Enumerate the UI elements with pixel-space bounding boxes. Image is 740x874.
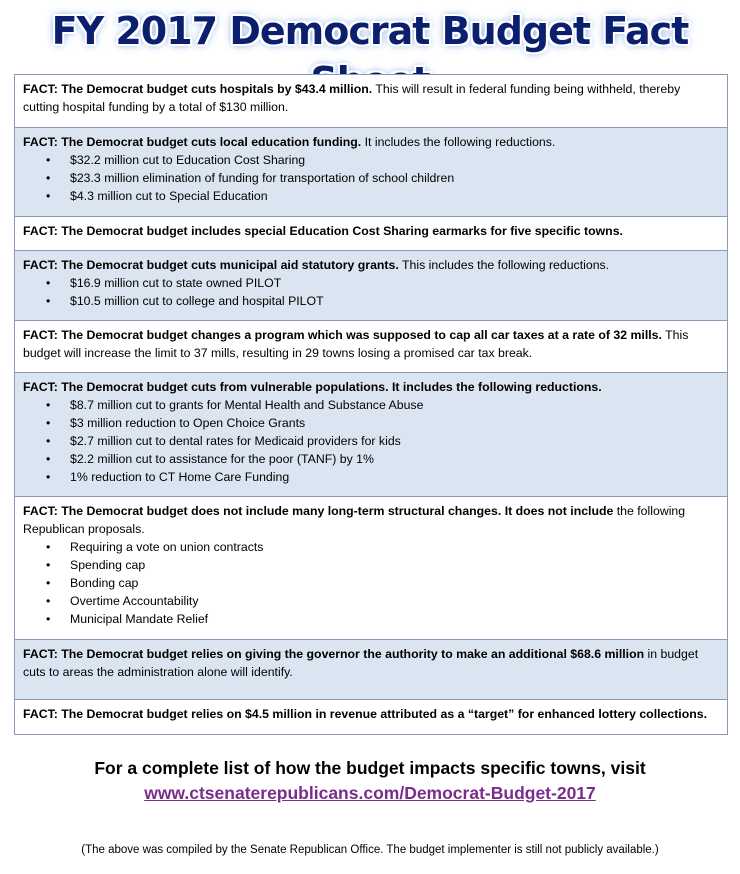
fact-earmarks [15, 217, 727, 251]
footer-link[interactable]: www.ctsenaterepublicans.com/Democrat-Budget-2017 [144, 783, 596, 803]
list-item: • $2.2 million cut to assistance for the poor (TANF) by 1% [70, 450, 719, 468]
fact-text: This includes the following reductions. [398, 258, 610, 272]
list-item: • Overtime Accountability [70, 592, 719, 610]
bullet-list [23, 151, 719, 205]
list-item: • Spending cap [70, 556, 719, 574]
list-item: • $8.7 million cut to grants for Mental Health and Substance Abuse [70, 396, 719, 414]
bullet-list [23, 396, 719, 486]
list-item: • $23.3 million elimination of funding for transportation of school children [70, 169, 719, 187]
fact-municipal-aid [15, 251, 727, 321]
fact-text: It includes the following reductions. [361, 135, 556, 149]
footer-heading: For a complete list of how the budget impacts specific towns, visit [94, 758, 646, 778]
fact-structural-changes [15, 497, 727, 640]
page-title: FY 2017 Democrat Budget Fact [51, 9, 689, 53]
bullet-list [23, 538, 719, 628]
fact-lead: FACT: The Democrat budget relies on giving the governor the authority to make an additional $68.6 million [23, 647, 645, 661]
footer-note: (The above was compiled by the Senate Republican Office. The budget implementer is still not publicly available.) [81, 844, 659, 856]
list-item: • $2.7 million cut to dental rates for Medicaid providers for kids [70, 432, 719, 450]
list-item: • $3 million reduction to Open Choice Grants [70, 414, 719, 432]
fact-text: This budget will increase the limit to 37 mills, resulting in 29 towns losing a promised car tax break. [23, 328, 689, 360]
fact-lead: FACT: The Democrat budget includes special Education Cost Sharing earmarks for five specific towns. [23, 224, 623, 238]
list-item: • Municipal Mandate Relief [70, 610, 719, 628]
fact-list [14, 74, 728, 735]
fact-lead: FACT: The Democrat budget cuts local education funding. [23, 135, 362, 149]
fact-education [15, 128, 727, 217]
fact-lead: FACT: The Democrat budget changes a program which was supposed to cap all car taxes at a rate of 32 mills. [23, 328, 662, 342]
fact-car-tax [15, 321, 727, 373]
fact-governor-authority [15, 640, 727, 700]
fact-lead: FACT: The Democrat budget does not include many long-term structural changes. It does not include [23, 504, 614, 518]
fact-lead: FACT: The Democrat budget relies on $4.5 million in revenue attributed as a “target” for enhanced lottery collections. [23, 707, 707, 721]
fact-text: in budget cuts to areas the administration alone will identify. [23, 647, 699, 679]
fact-lead: FACT: The Democrat budget cuts municipal aid statutory grants. [23, 258, 399, 272]
fact-lead: FACT: The Democrat budget cuts from vulnerable populations. It includes the following reductions. [23, 380, 602, 394]
bullet-list [23, 274, 719, 310]
fact-hospitals [15, 75, 727, 128]
fact-lottery [15, 700, 727, 734]
list-item: • Bonding cap [70, 574, 719, 592]
fact-vulnerable-populations [15, 373, 727, 497]
fact-text: This will result in federal funding being withheld, thereby cutting hospital funding by a total of $130 million. [23, 82, 681, 114]
list-item: • $4.3 million cut to Special Education [70, 187, 719, 205]
list-item: • $10.5 million cut to college and hospital PILOT [70, 292, 719, 310]
list-item: • $32.2 million cut to Education Cost Sharing [70, 151, 719, 169]
list-item: • $16.9 million cut to state owned PILOT [70, 274, 719, 292]
list-item: • 1% reduction to CT Home Care Funding [70, 468, 719, 486]
fact-lead: FACT: The Democrat budget cuts hospitals by $43.4 million. [23, 82, 373, 96]
list-item: • Requiring a vote on union contracts [70, 538, 719, 556]
fact-text: the following Republican proposals. [23, 504, 686, 536]
